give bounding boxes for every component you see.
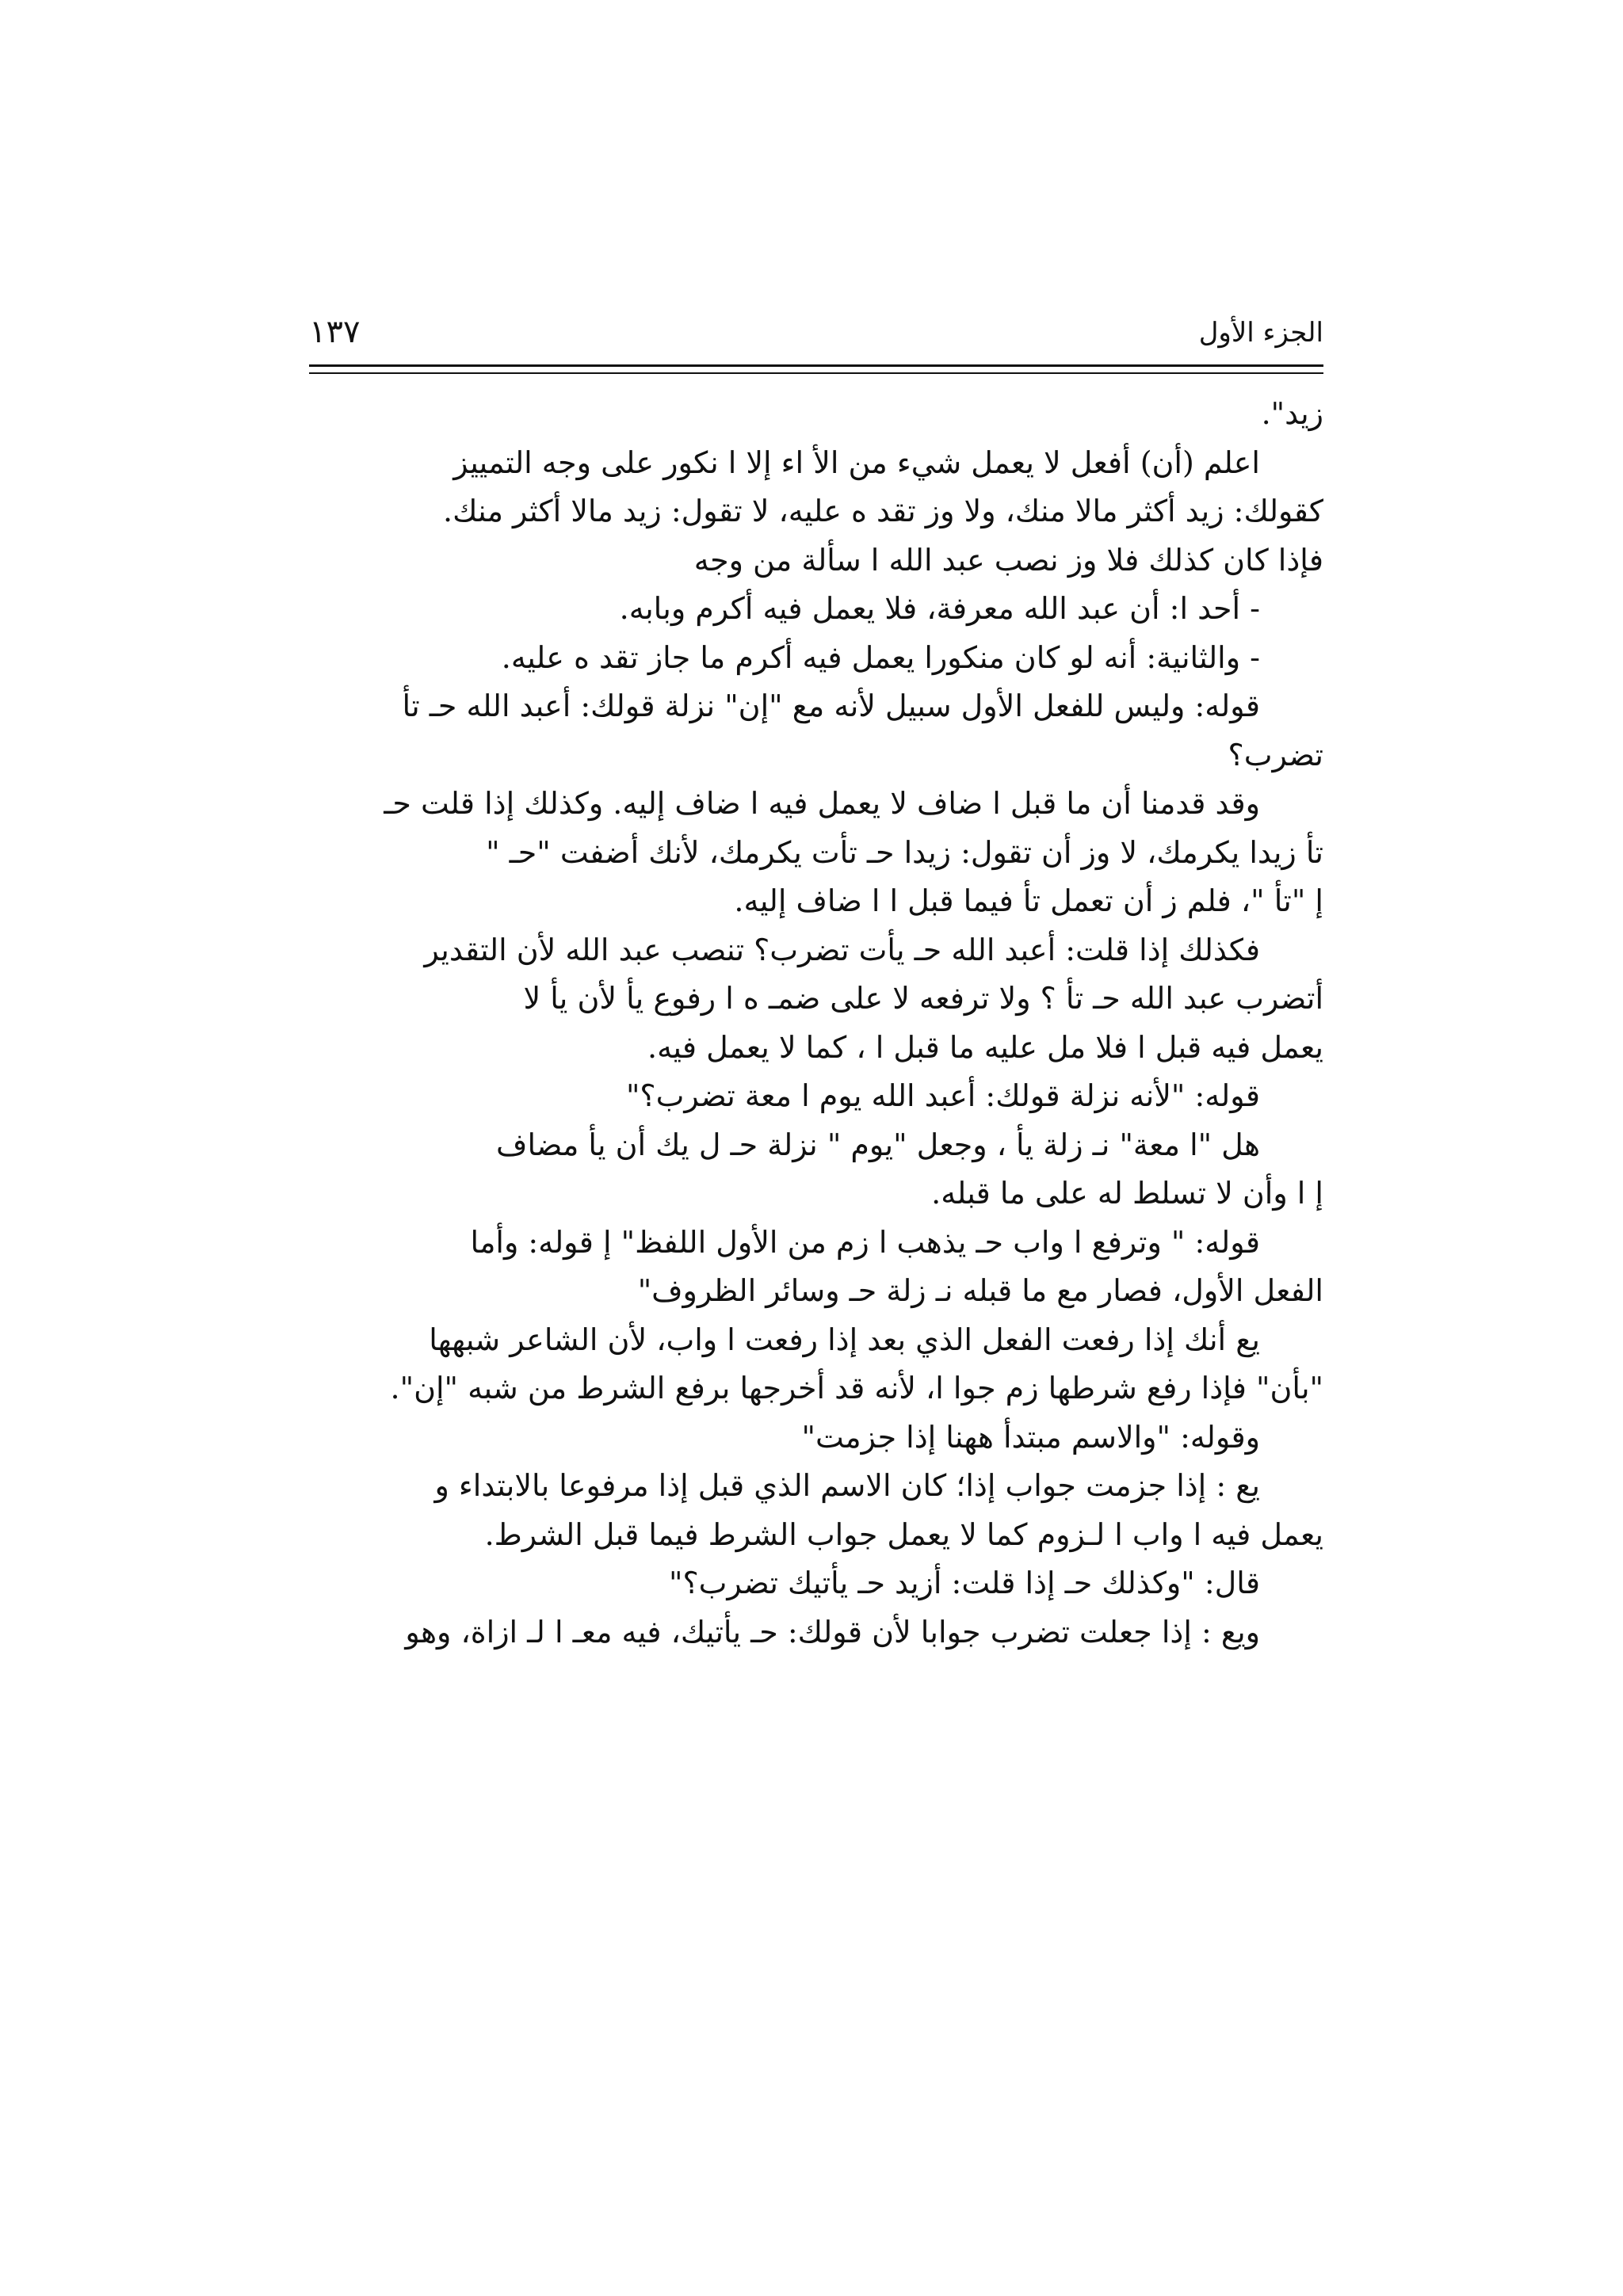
paragraph-line: هل "ا معة" نـ زلة يأ ، وجعل "يوم " نزلة حـ ل يك أن يأ مضاف	[496, 1127, 1260, 1162]
paragraph-line: يعمل فيه قبل ا فلا مل عليه ما قبل ا ، كما لا يعمل فيه.	[647, 1029, 1323, 1065]
header-rule	[309, 364, 1323, 374]
document-page	[309, 314, 1323, 1657]
paragraph-line: قوله: وليس للفعل الأول سبيل لأنه مع "إن" نزلة قولك: أعبد الله حـ تأ	[402, 688, 1260, 723]
paragraph-line: وقوله: "والاسم مبتدأ ههنا إذا جزمت"	[801, 1419, 1260, 1455]
paragraph-line: كقولك: زيد أكثر مالا منك، ولا وز تقد ه عليه، لا تقول: زيد مالا أكثر منك.	[443, 494, 1323, 528]
list-item: - أحد ا: أن عبد الله معرفة، فلا يعمل فيه أكرم وبابه.	[619, 591, 1260, 626]
page-number: ١٣٧	[309, 314, 361, 350]
paragraph-line: إ "تأ "، فلم ز أن تعمل تأ فيما قبل ا ا ضاف إليه.	[734, 883, 1323, 918]
paragraph-line: قوله: "لأنه نزلة قولك: أعبد الله يوم ا معة تضرب؟"	[625, 1078, 1260, 1113]
paragraph-line: زيد".	[1261, 396, 1323, 431]
paragraph-line: فإذا كان كذلك فلا وز نصب عبد الله ا سألة من وجه	[693, 542, 1323, 578]
paragraph-line: قال: "وكذلك حـ إذا قلت: أزيد حـ يأتيك تضرب؟"	[669, 1566, 1260, 1600]
paragraph-line: "بأن" فإذا رفع شرطها زم جوا ا، لأنه قد أخرجها برفع الشرط من شبه "إن".	[390, 1371, 1323, 1405]
paragraph-line: يع أنك إذا رفعت الفعل الذي بعد إذا رفعت ا واب، لأن الشاعر شبهها	[429, 1322, 1260, 1357]
body-text	[309, 390, 1323, 1657]
paragraph-line: اعلم (أن) أفعل لا يعمل شيء من الأ اء إلا ا نكور على وجه التمييز	[453, 444, 1260, 480]
list-item: - والثانية: أنه لو كان منكورا يعمل فيه أكرم ما جاز تقد ه عليه.	[501, 639, 1260, 675]
paragraph-line: يع : إذا جزمت جواب إذا؛ كان الاسم الذي قبل إذا مرفوعا بالابتداء و	[434, 1468, 1260, 1503]
paragraph-line: ويع : إذا جعلت تضرب جوابا لأن قولك: حـ يأتيك، فيه معـ ا لـ ازاة، وهو	[405, 1614, 1260, 1650]
paragraph-line: تضرب؟	[1228, 737, 1323, 772]
paragraph-line: فكذلك إذا قلت: أعبد الله حـ يأت تضرب؟ تنصب عبد الله لأن التقدير	[424, 932, 1260, 967]
paragraph-line: إ ا وأن لا تسلط له على ما قبله.	[931, 1176, 1323, 1211]
paragraph-line: الفعل الأول، فصار مع ما قبله نـ زلة حـ وسائر الظروف"	[637, 1273, 1323, 1308]
running-head: الجزء الأول	[1198, 317, 1323, 349]
paragraph-line: وقد قدمنا أن ما قبل ا ضاف لا يعمل فيه ا ضاف إليه. وكذلك إذا قلت حـ	[384, 786, 1260, 821]
page-header	[309, 314, 1323, 364]
paragraph-line: تأ زيدا يكرمك، لا وز أن تقول: زيدا حـ تأت يكرمك، لأنك أضفت "حـ "	[486, 834, 1323, 870]
paragraph-line: يعمل فيه ا واب ا لـزوم كما لا يعمل جواب الشرط فيما قبل الشرط.	[484, 1516, 1323, 1552]
paragraph-line: قوله: " وترفع ا واب حـ يذهب ا زم من الأول اللفظ" إ قوله: وأما	[470, 1224, 1260, 1260]
paragraph-line: أتضرب عبد الله حـ تأ ؟ ولا ترفعه لا على ضمـ ه ا رفوع يأ لأن يأ لا	[523, 981, 1323, 1016]
